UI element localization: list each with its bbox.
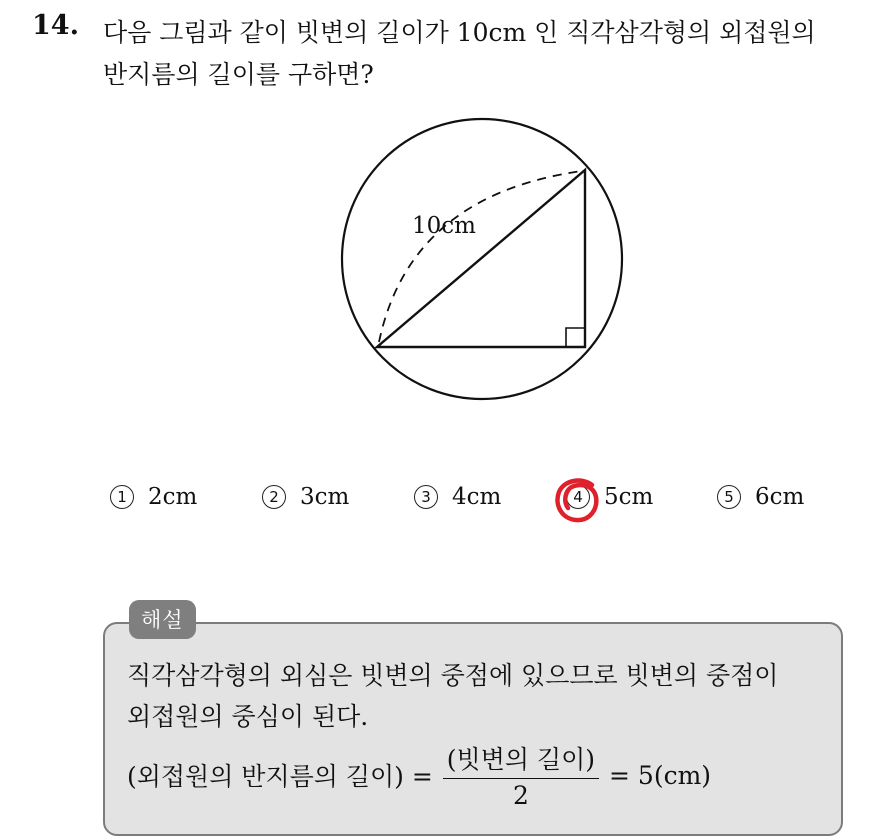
question-number: 14. [32, 10, 79, 41]
choice-number-2: 2 [262, 485, 286, 509]
choice-2[interactable] [262, 484, 349, 510]
choice-3[interactable] [414, 484, 501, 510]
formula-denominator: 2 [512, 781, 529, 810]
formula-rhs: = 5(cm) [609, 760, 712, 790]
choice-label-1: 2cm [148, 484, 198, 510]
explanation-tag: 해설 [129, 600, 196, 639]
choice-number-5: 5 [717, 485, 741, 509]
hypotenuse-label: 10cm [412, 213, 476, 239]
explanation-formula [127, 740, 711, 810]
question-line-2: 반지름의 길이를 구하면? [103, 60, 374, 89]
explanation-line-1: 직각삼각형의 외심은 빗변의 중점에 있으므로 빗변의 중점이 [127, 661, 779, 690]
hypotenuse-dashed-arc [379, 171, 582, 342]
right-angle-marker [566, 328, 585, 347]
choice-number-1: 1 [110, 485, 134, 509]
choice-5[interactable] [717, 484, 804, 510]
question-line-1: 다음 그림과 같이 빗변의 길이가 10cm 인 직각삼각형의 외접원의 [103, 18, 816, 47]
formula-fraction [443, 740, 599, 810]
explanation-line-2: 외접원의 중심이 된다. [127, 702, 369, 731]
choice-label-3: 4cm [452, 484, 502, 510]
choice-1[interactable] [110, 484, 197, 510]
formula-numerator: (빗변의 길이) [443, 740, 599, 779]
answer-choices [0, 484, 884, 520]
formula-lhs: (외접원의 반지름의 길이) = [127, 762, 433, 791]
choice-label-4: 5cm [604, 484, 654, 510]
red-answer-circle-mark [552, 475, 604, 527]
choice-number-3: 3 [414, 485, 438, 509]
choice-label-5: 6cm [755, 484, 805, 510]
right-triangle [377, 170, 585, 347]
choice-number-4: 4 [566, 485, 590, 509]
choice-label-2: 3cm [300, 484, 350, 510]
